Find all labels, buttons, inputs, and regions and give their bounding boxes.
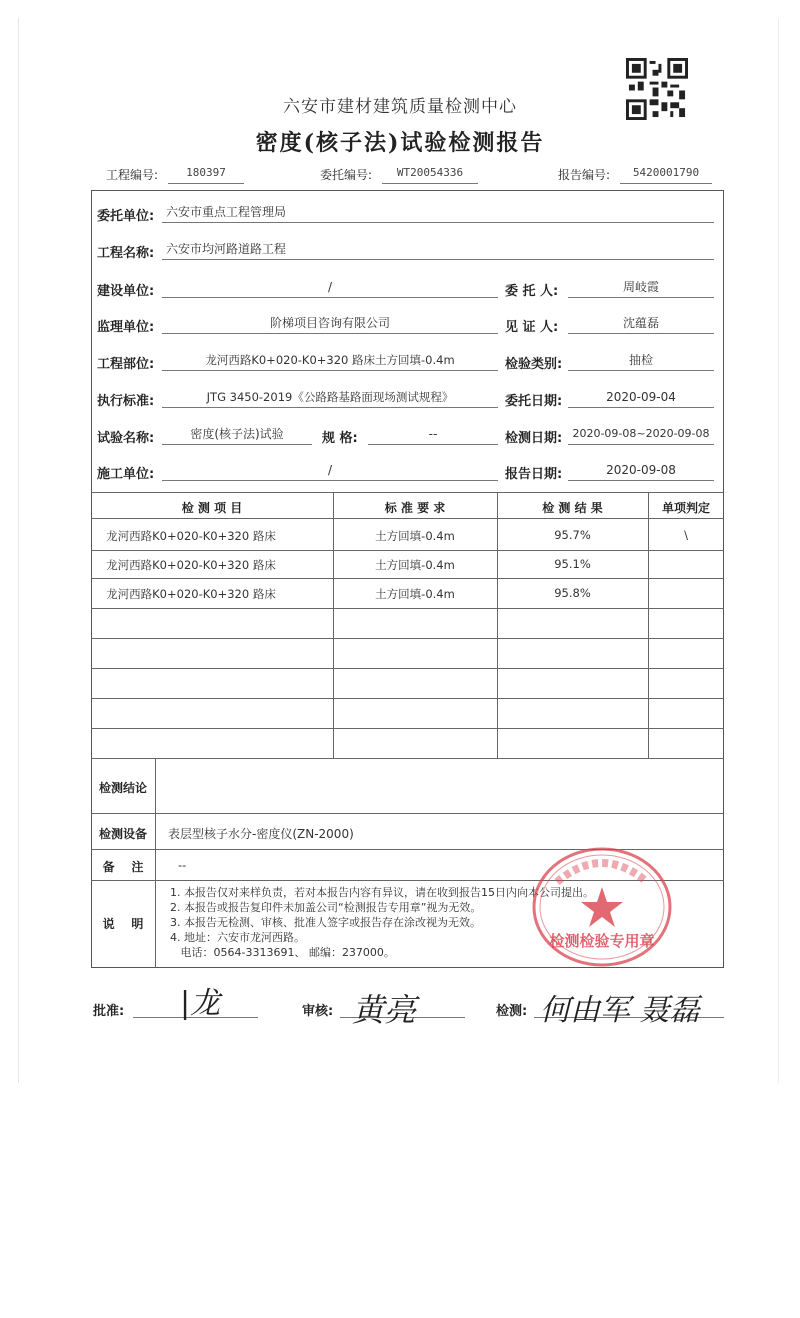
- consignor-label: 委 托 人:: [505, 284, 559, 299]
- test-name-label: 试验名称:: [97, 431, 155, 446]
- remark-value: --: [178, 858, 187, 872]
- review-signature: 黄亮: [352, 991, 417, 1029]
- equipment-label: 检测设备: [98, 827, 147, 841]
- table-cell-item: 龙河西路K0+020-K0+320 路床: [106, 587, 276, 601]
- col-header-judgement: 单项判定: [661, 501, 710, 515]
- table-row-line: [91, 698, 724, 699]
- note-line: 2. 本报告或报告复印件未加盖公司“检测报告专用章”视为无效。: [170, 901, 482, 914]
- note-line: 1. 本报告仅对来样负责，若对本报告内容有异议，请在收到报告15日内向本公司提出。: [170, 886, 594, 899]
- report-no: 5420001790: [620, 166, 712, 184]
- entrust-date-value: 2020-09-04: [568, 388, 714, 408]
- equipment-value: 表层型核子水分-密度仪(ZN-2000): [168, 827, 354, 841]
- project-no: 180397: [168, 166, 244, 184]
- supervisor-label: 监理单位:: [97, 320, 155, 335]
- part-label: 工程部位:: [97, 357, 155, 372]
- table-row-line: [91, 728, 724, 729]
- project-value: 六安市均河路道路工程: [162, 240, 714, 260]
- table-cell-judgement: \: [684, 528, 688, 542]
- test-date-label: 检测日期:: [505, 431, 563, 446]
- standard-label: 执行标准:: [97, 394, 155, 409]
- table-row-line: [91, 668, 724, 669]
- table-header-border: [91, 518, 724, 519]
- approve-signature: |龙: [180, 986, 221, 1021]
- table-row-line: [91, 638, 724, 639]
- consignor-value: 周岐霞: [568, 278, 714, 298]
- project-label: 工程名称:: [97, 246, 155, 261]
- table-row-line: [91, 550, 724, 551]
- table-cell-requirement: 土方回填-0.4m: [375, 587, 455, 601]
- supervisor-value: 阶梯项目咨询有限公司: [162, 314, 498, 334]
- notes-label: 说 明: [102, 917, 144, 931]
- part-value: 龙河西路K0+020-K0+320 路床土方回填-0.4m: [162, 351, 498, 371]
- section-line: [91, 813, 724, 814]
- table-top-border: [91, 492, 724, 493]
- spec-label: 规 格:: [322, 431, 358, 446]
- builder-label: 建设单位:: [97, 284, 155, 299]
- entrust-no: WT20054336: [382, 166, 478, 184]
- note-line: 电话：0564-3313691、 邮编：237000。: [170, 946, 395, 959]
- table-cell-result: 95.7%: [554, 528, 591, 542]
- table-bottom-border: [91, 758, 724, 759]
- org-name: 六安市建材建筑质量检测中心: [283, 97, 517, 117]
- entrust-no-label: 委托编号:: [320, 168, 373, 182]
- table-cell-item: 龙河西路K0+020-K0+320 路床: [106, 529, 276, 543]
- constructor-label: 施工单位:: [97, 467, 155, 482]
- table-row-line: [91, 608, 724, 609]
- table-cell-result: 95.8%: [554, 586, 591, 600]
- official-stamp-icon: [527, 842, 677, 972]
- report-no-label: 报告编号:: [558, 168, 611, 182]
- test-signature: 何由军 聂磊: [540, 993, 700, 1028]
- table-cell-requirement: 土方回填-0.4m: [375, 529, 455, 543]
- note-line: 3. 本报告无检测、审核、批准人签字或报告存在涂改视为无效。: [170, 916, 481, 929]
- report-title: 密度(核子法)试验检测报告: [255, 130, 545, 156]
- inspection-type-label: 检验类别:: [505, 357, 563, 372]
- constructor-value: /: [162, 461, 498, 481]
- builder-value: /: [162, 278, 498, 298]
- standard-value: JTG 3450-2019《公路路基路面现场测试规程》: [162, 388, 498, 408]
- svg-text:检测检验专用章: 检测检验专用章: [549, 932, 655, 950]
- client-label: 委托单位:: [97, 209, 155, 224]
- note-line: 4. 地址：六安市龙河西路。: [170, 931, 305, 944]
- test-label: 检测:: [496, 1004, 528, 1019]
- table-cell-item: 龙河西路K0+020-K0+320 路床: [106, 558, 276, 572]
- project-no-label: 工程编号:: [106, 168, 159, 182]
- col-header-item: 检 测 项 目: [181, 501, 243, 515]
- report-date-label: 报告日期:: [505, 467, 563, 482]
- test-date-value: 2020-09-08~2020-09-08: [568, 425, 714, 445]
- entrust-date-label: 委托日期:: [505, 394, 563, 409]
- report-date-value: 2020-09-08: [568, 461, 714, 481]
- table-cell-result: 95.1%: [554, 557, 591, 571]
- spec-value: --: [368, 425, 498, 445]
- table-row-line: [91, 578, 724, 579]
- remark-label: 备 注: [102, 860, 144, 874]
- col-header-requirement: 标 准 要 求: [384, 501, 446, 515]
- section-col-line: [155, 758, 156, 968]
- review-label: 审核:: [302, 1004, 334, 1019]
- inspection-type-value: 抽检: [568, 351, 714, 371]
- approve-label: 批准:: [93, 1004, 125, 1019]
- client-value: 六安市重点工程管理局: [162, 203, 714, 223]
- table-cell-requirement: 土方回填-0.4m: [375, 558, 455, 572]
- test-name-value: 密度(核子法)试验: [162, 425, 312, 445]
- witness-value: 沈蕴磊: [568, 314, 714, 334]
- col-header-result: 检 测 结 果: [542, 501, 603, 515]
- page-edge-left: [18, 18, 19, 1083]
- witness-label: 见 证 人:: [505, 320, 559, 335]
- qr-code-icon: [626, 58, 688, 120]
- page-edge-right: [778, 18, 779, 1083]
- conclusion-label: 检测结论: [98, 781, 147, 795]
